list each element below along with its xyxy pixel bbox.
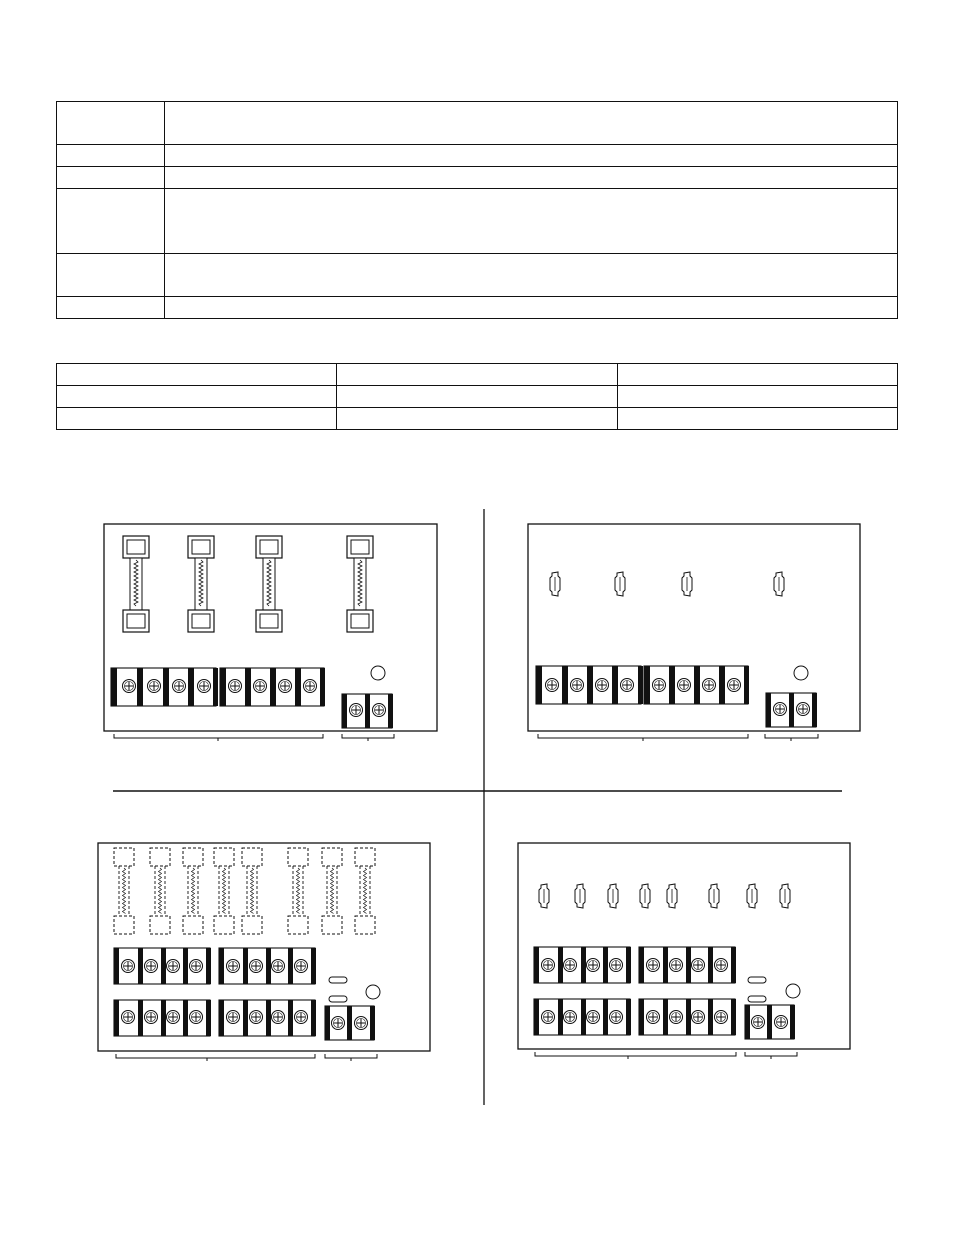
screw-icon <box>752 1016 765 1029</box>
screw-icon <box>775 1016 788 1029</box>
screw-icon <box>123 680 136 693</box>
fuse-clip-icon <box>575 884 585 908</box>
screw-icon <box>350 704 363 717</box>
screw-icon <box>692 1011 705 1024</box>
terminal-block <box>644 666 749 704</box>
screw-icon <box>670 1011 683 1024</box>
screw-icon <box>596 679 609 692</box>
fuse-clip-icon <box>780 884 790 908</box>
screw-icon <box>621 679 634 692</box>
screw-icon <box>564 1011 577 1024</box>
led-indicator <box>366 985 380 999</box>
screw-icon <box>272 960 285 973</box>
screw-icon <box>148 680 161 693</box>
terminal-block <box>534 999 631 1035</box>
fuse-clip-icon <box>667 884 677 908</box>
screw-icon <box>703 679 716 692</box>
screw-icon <box>678 679 691 692</box>
bracket <box>325 1054 377 1061</box>
screw-icon <box>173 680 186 693</box>
screw-icon <box>295 960 308 973</box>
bracket <box>116 1054 315 1061</box>
screw-icon <box>332 1017 345 1030</box>
screw-icon <box>190 1011 203 1024</box>
bracket <box>535 1052 736 1059</box>
screw-icon <box>229 680 242 693</box>
screw-icon <box>542 1011 555 1024</box>
power-terminal-block <box>325 1006 375 1040</box>
resistor-icon <box>748 977 766 983</box>
screw-icon <box>122 1011 135 1024</box>
screw-icon <box>167 960 180 973</box>
screw-icon <box>610 959 623 972</box>
led-indicator <box>371 666 385 680</box>
screw-icon <box>610 1011 623 1024</box>
screw-icon <box>670 959 683 972</box>
screw-icon <box>542 959 555 972</box>
screw-icon <box>250 960 263 973</box>
fuse-clip-icon <box>608 884 618 908</box>
board-top-left <box>104 524 437 741</box>
fuse-clip-icon <box>640 884 650 908</box>
terminal-block <box>639 947 736 983</box>
screw-icon <box>587 959 600 972</box>
resistor-icon <box>748 996 766 1002</box>
bracket <box>114 734 323 741</box>
screw-icon <box>279 680 292 693</box>
screw-icon <box>647 1011 660 1024</box>
screw-icon <box>571 679 584 692</box>
fuse-clip-icon <box>550 572 560 596</box>
screw-icon <box>295 1011 308 1024</box>
fuse-clip-icon <box>774 572 784 596</box>
terminal-block <box>220 668 325 706</box>
screw-icon <box>145 1011 158 1024</box>
screw-icon <box>254 680 267 693</box>
fuse-clip-icon <box>539 884 549 908</box>
screw-icon <box>250 1011 263 1024</box>
screw-icon <box>373 704 386 717</box>
terminal-block <box>114 948 211 984</box>
screw-icon <box>715 1011 728 1024</box>
terminal-block <box>114 1000 211 1036</box>
terminal-block <box>219 948 316 984</box>
screw-icon <box>145 960 158 973</box>
screw-icon <box>715 959 728 972</box>
screw-icon <box>587 1011 600 1024</box>
screw-icon <box>304 680 317 693</box>
screw-icon <box>198 680 211 693</box>
screw-icon <box>190 960 203 973</box>
screw-icon <box>167 1011 180 1024</box>
board-bottom-left <box>98 843 430 1061</box>
fuse-clip-icon <box>682 572 692 596</box>
terminal-block <box>111 668 218 706</box>
terminal-block <box>219 1000 316 1036</box>
screw-icon <box>122 960 135 973</box>
bracket <box>538 734 748 741</box>
bracket <box>745 1052 797 1059</box>
resistor-icon <box>329 996 347 1002</box>
screw-icon <box>774 703 787 716</box>
screw-icon <box>546 679 559 692</box>
screw-icon <box>227 1011 240 1024</box>
fuse-clip-icon <box>747 884 757 908</box>
bracket <box>765 734 818 741</box>
led-indicator <box>794 666 808 680</box>
screw-icon <box>355 1017 368 1030</box>
fuse-clip-icon <box>709 884 719 908</box>
resistor-icon <box>329 977 347 983</box>
power-terminal-block <box>745 1005 795 1039</box>
screw-icon <box>653 679 666 692</box>
terminal-block <box>534 947 631 983</box>
bracket <box>342 734 394 741</box>
terminal-block <box>639 999 736 1035</box>
fuse-clip-icon <box>615 572 625 596</box>
screw-icon <box>564 959 577 972</box>
board-top-right <box>528 524 860 741</box>
terminal-block <box>536 666 643 704</box>
power-terminal-block <box>342 694 393 728</box>
screw-icon <box>728 679 741 692</box>
screw-icon <box>692 959 705 972</box>
power-terminal-block <box>766 693 817 727</box>
screw-icon <box>797 703 810 716</box>
board-bottom-right <box>518 843 850 1059</box>
led-indicator <box>786 984 800 998</box>
screw-icon <box>272 1011 285 1024</box>
screw-icon <box>227 960 240 973</box>
screw-icon <box>647 959 660 972</box>
